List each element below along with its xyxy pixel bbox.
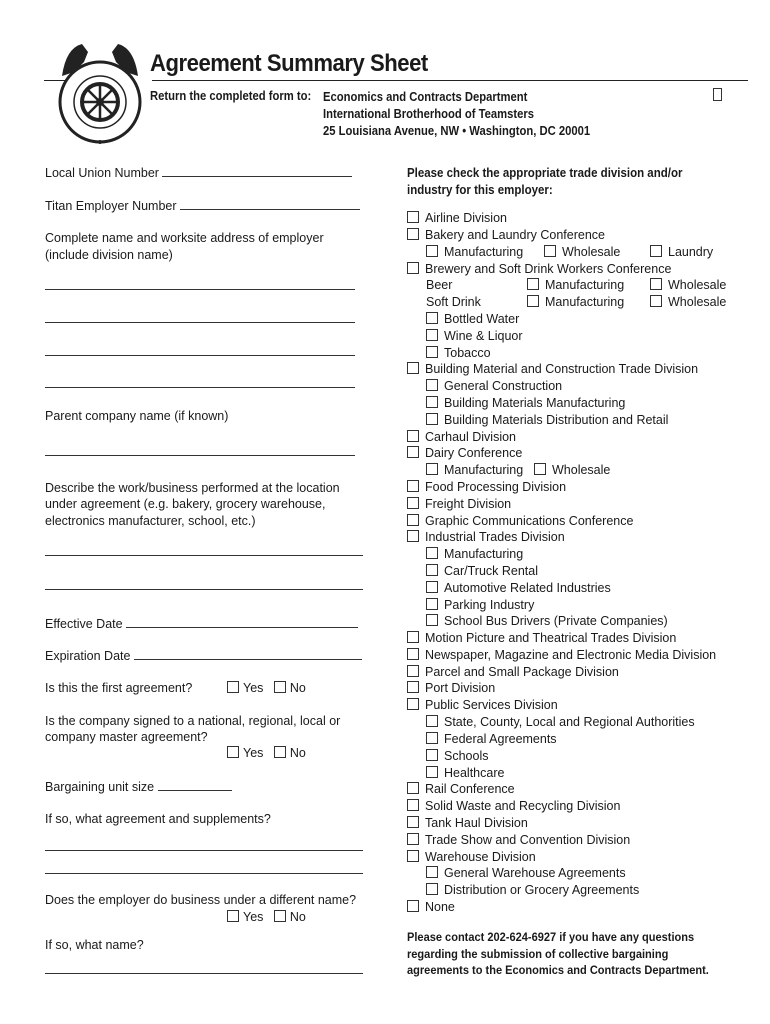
division-option-label: Car/Truck Rental — [444, 564, 539, 578]
first-agreement-label: Is this the first agreement? — [45, 681, 193, 695]
division-option-label: Soft Drink — [426, 295, 481, 309]
division-option[interactable] — [407, 514, 633, 528]
division-checkbox[interactable] — [426, 732, 438, 744]
parent-company-label: Parent company name (if known) — [45, 409, 229, 423]
division-heading — [407, 165, 738, 199]
describe-label: electronics manufacturer, school, etc.) — [45, 514, 256, 528]
division-option[interactable] — [650, 295, 726, 309]
division-option-label: Manufacturing — [545, 278, 625, 292]
corner-checkbox[interactable] — [713, 88, 722, 101]
division-option-label: Graphic Communications Conference — [425, 514, 634, 528]
division-option-label: Schools — [444, 749, 489, 763]
describe-label: Describe the work/business performed at the location — [45, 481, 340, 495]
division-option[interactable] — [407, 698, 558, 712]
complete-name-label: Complete name and worksite address of employer — [45, 231, 324, 245]
division-option[interactable] — [407, 262, 671, 276]
division-heading-line: industry for this employer: — [407, 183, 553, 197]
yes-label: Yes — [243, 910, 264, 924]
no-label: No — [289, 910, 306, 924]
division-checkbox[interactable] — [527, 295, 539, 307]
division-heading-line: Please check the appropriate trade division and/or — [407, 166, 683, 180]
division-option[interactable] — [407, 648, 716, 662]
division-option[interactable] — [426, 732, 557, 746]
division-option-label: Parcel and Small Package Division — [425, 665, 619, 679]
division-checkbox[interactable] — [426, 312, 438, 324]
division-option-label: Bakery and Laundry Conference — [425, 228, 605, 242]
address-line: International Brotherhood of Teamsters — [323, 107, 535, 121]
division-option-label: Manufacturing — [444, 547, 524, 561]
what-name-field[interactable] — [45, 973, 363, 974]
division-checkbox[interactable] — [544, 245, 556, 257]
division-option-label: Automotive Related Industries — [444, 581, 611, 595]
division-checkbox[interactable] — [407, 362, 419, 374]
first-agreement-no-checkbox[interactable] — [274, 681, 286, 693]
division-option-label: Brewery and Soft Drink Workers Conference — [425, 262, 672, 276]
division-option-label: Solid Waste and Recycling Division — [425, 799, 621, 813]
expiration-date-field[interactable] — [134, 649, 362, 660]
division-option[interactable] — [426, 883, 639, 897]
division-option-label: Airline Division — [425, 211, 507, 225]
division-checkbox[interactable] — [426, 346, 438, 358]
division-option-label: Food Processing Division — [425, 480, 567, 494]
division-option-label: Building Material and Construction Trade Division — [425, 362, 699, 376]
division-option-label: Wholesale — [552, 463, 611, 477]
address-line-field[interactable] — [45, 289, 355, 290]
division-option-label: Trade Show and Convention Division — [425, 833, 631, 847]
division-checkbox[interactable] — [407, 648, 419, 660]
division-option[interactable] — [426, 346, 491, 360]
division-checkbox[interactable] — [426, 463, 438, 475]
division-checkbox[interactable] — [407, 833, 419, 845]
local-union-label: Local Union Number — [45, 166, 159, 180]
division-option-label: Wholesale — [668, 278, 727, 292]
address-line-field[interactable] — [45, 387, 355, 388]
contact-note — [407, 929, 738, 979]
division-option-label: Freight Division — [425, 497, 512, 511]
division-checkbox[interactable] — [407, 900, 419, 912]
division-checkbox[interactable] — [407, 816, 419, 828]
division-option-label: Industrial Trades Division — [425, 530, 565, 544]
header-rule — [152, 80, 748, 81]
division-option[interactable] — [407, 799, 620, 813]
division-checkbox[interactable] — [407, 631, 419, 643]
division-option[interactable] — [407, 681, 495, 695]
local-union-field[interactable] — [162, 166, 352, 177]
division-option[interactable] — [407, 362, 698, 376]
division-checkbox[interactable] — [426, 413, 438, 425]
division-option[interactable] — [407, 833, 630, 847]
page-title: Agreement Summary Sheet — [150, 50, 428, 77]
division-checkbox[interactable] — [426, 245, 438, 257]
division-checkbox[interactable] — [407, 698, 419, 710]
address-line: Economics and Contracts Department — [323, 90, 528, 104]
division-option-label: State, County, Local and Regional Authorities — [444, 715, 695, 729]
division-option-label: Beer — [426, 278, 453, 292]
master-agreement-label: company master agreement? — [45, 730, 208, 744]
division-option-label: Carhaul Division — [425, 430, 517, 444]
division-option-label: Federal Agreements — [444, 732, 557, 746]
division-option-label: Manufacturing — [444, 463, 524, 477]
division-checkbox[interactable] — [407, 782, 419, 794]
contact-note-line: Please contact 202-624-6927 if you have any questions — [407, 930, 695, 944]
bargaining-unit-field[interactable] — [158, 780, 232, 791]
teamsters-logo-icon — [44, 38, 152, 148]
division-option-label: Wine & Liquor — [444, 329, 523, 343]
division-checkbox[interactable] — [426, 329, 438, 341]
division-checkbox[interactable] — [407, 681, 419, 693]
division-option[interactable] — [534, 463, 610, 477]
division-option-label: Wholesale — [668, 295, 727, 309]
describe-label: under agreement (e.g. bakery, grocery warehouse, — [45, 497, 326, 511]
division-option[interactable] — [407, 850, 536, 864]
division-checkbox[interactable] — [650, 245, 662, 257]
supplements-label: If so, what agreement and supplements? — [45, 812, 271, 826]
division-option[interactable] — [426, 598, 534, 612]
division-option[interactable] — [407, 530, 565, 544]
different-name-no-checkbox[interactable] — [274, 910, 286, 922]
return-label: Return the completed form to: — [150, 89, 312, 103]
division-checkbox[interactable] — [407, 514, 419, 526]
division-option-label: Distribution or Grocery Agreements — [444, 883, 640, 897]
return-address — [323, 89, 590, 140]
division-option[interactable] — [650, 245, 713, 259]
describe-field[interactable] — [45, 589, 363, 590]
division-checkbox[interactable] — [407, 430, 419, 442]
complete-name-sublabel: (include division name) — [45, 248, 173, 262]
division-option-label: General Warehouse Agreements — [444, 866, 626, 880]
division-option-label: Public Services Division — [425, 698, 558, 712]
division-option-label: Rail Conference — [425, 782, 515, 796]
first-agreement-yes-checkbox[interactable] — [227, 681, 239, 693]
parent-company-field[interactable] — [45, 455, 355, 456]
division-option-label: Laundry — [668, 245, 714, 259]
address-line: 25 Louisiana Avenue, NW • Washington, DC 20001 — [323, 124, 591, 138]
division-option[interactable] — [426, 766, 504, 780]
address-line-field[interactable] — [45, 355, 355, 356]
division-option[interactable] — [426, 329, 523, 343]
division-checkbox[interactable] — [426, 547, 438, 559]
division-checkbox[interactable] — [650, 278, 662, 290]
effective-date-field[interactable] — [126, 617, 358, 628]
division-option[interactable] — [407, 211, 507, 225]
division-option-label: General Construction — [444, 379, 563, 393]
division-option[interactable] — [426, 413, 668, 427]
titan-employer-label: Titan Employer Number — [45, 199, 177, 213]
division-option-label: Dairy Conference — [425, 446, 523, 460]
master-agreement-yes-checkbox[interactable] — [227, 746, 239, 758]
division-option[interactable] — [407, 816, 528, 830]
supplements-field[interactable] — [45, 873, 363, 874]
division-option[interactable] — [426, 278, 452, 292]
division-option-label: Manufacturing — [545, 295, 625, 309]
division-option[interactable] — [426, 614, 668, 628]
division-checkbox[interactable] — [407, 480, 419, 492]
division-option-label: None — [425, 900, 455, 914]
division-option[interactable] — [426, 463, 523, 477]
division-checkbox[interactable] — [426, 749, 438, 761]
division-checkbox[interactable] — [407, 799, 419, 811]
division-option-label: Motion Picture and Theatrical Trades Division — [425, 631, 677, 645]
yes-label: Yes — [243, 746, 264, 760]
division-option[interactable] — [426, 379, 562, 393]
division-option[interactable] — [407, 497, 511, 511]
contact-note-line: agreements to the Economics and Contracts Department. — [407, 963, 709, 977]
division-option[interactable] — [426, 581, 611, 595]
division-checkbox[interactable] — [407, 446, 419, 458]
division-checkbox[interactable] — [426, 866, 438, 878]
division-checkbox[interactable] — [407, 665, 419, 677]
expiration-date-label: Expiration Date — [45, 649, 131, 663]
master-agreement-label: Is the company signed to a national, regional, local or — [45, 714, 341, 728]
division-checkbox[interactable] — [407, 262, 419, 274]
division-option-label: Parking Industry — [444, 598, 535, 612]
division-option[interactable] — [407, 782, 515, 796]
division-option-label: School Bus Drivers (Private Companies) — [444, 614, 668, 628]
different-name-yes-checkbox[interactable] — [227, 910, 239, 922]
effective-date-label: Effective Date — [45, 617, 123, 631]
division-checkbox[interactable] — [407, 850, 419, 862]
division-option-label: Tank Haul Division — [425, 816, 528, 830]
describe-field[interactable] — [45, 555, 363, 556]
bargaining-unit-label: Bargaining unit size — [45, 780, 155, 794]
division-option[interactable] — [527, 295, 624, 309]
division-option[interactable] — [426, 245, 523, 259]
division-option-label: Tobacco — [444, 346, 491, 360]
division-option-label: Building Materials Manufacturing — [444, 396, 626, 410]
division-option[interactable] — [407, 480, 566, 494]
titan-employer-field[interactable] — [180, 199, 360, 210]
yes-label: Yes — [243, 681, 264, 695]
division-option-label: Manufacturing — [444, 245, 524, 259]
trade-division-section — [407, 165, 752, 977]
division-option[interactable] — [426, 312, 519, 326]
division-option[interactable] — [527, 278, 624, 292]
division-checkbox[interactable] — [407, 530, 419, 542]
division-checkbox[interactable] — [407, 497, 419, 509]
division-option[interactable] — [650, 278, 726, 292]
division-checkbox[interactable] — [426, 564, 438, 576]
division-checkbox[interactable] — [407, 228, 419, 240]
division-option[interactable] — [407, 631, 676, 645]
division-option[interactable] — [407, 665, 619, 679]
division-option[interactable] — [426, 564, 538, 578]
division-option[interactable] — [426, 866, 626, 880]
division-option[interactable] — [426, 396, 625, 410]
what-name-label: If so, what name? — [45, 938, 144, 952]
division-option-label: Building Materials Distribution and Retail — [444, 413, 669, 427]
division-checkbox[interactable] — [534, 463, 546, 475]
division-checkbox[interactable] — [650, 295, 662, 307]
division-option-label: Healthcare — [444, 766, 505, 780]
division-checkbox[interactable] — [426, 715, 438, 727]
division-option-label: Bottled Water — [444, 312, 520, 326]
division-option[interactable] — [407, 900, 455, 914]
division-option[interactable] — [426, 749, 488, 763]
division-checkbox[interactable] — [426, 614, 438, 626]
address-line-field[interactable] — [45, 322, 355, 323]
division-checkbox[interactable] — [426, 379, 438, 391]
division-option-label: Newspaper, Magazine and Electronic Media Division — [425, 648, 717, 662]
no-label: No — [289, 681, 306, 695]
division-option[interactable] — [426, 547, 523, 561]
division-checkbox[interactable] — [407, 211, 419, 223]
division-checkbox[interactable] — [426, 598, 438, 610]
division-option-label: Warehouse Division — [425, 850, 536, 864]
division-option-label: Wholesale — [562, 245, 621, 259]
division-option-label: Port Division — [425, 681, 496, 695]
master-agreement-no-checkbox[interactable] — [274, 746, 286, 758]
division-option[interactable] — [426, 715, 695, 729]
division-option[interactable] — [407, 228, 605, 242]
division-checkbox[interactable] — [426, 766, 438, 778]
division-option[interactable] — [544, 245, 620, 259]
different-name-label: Does the employer do business under a different name? — [45, 893, 357, 907]
division-checkbox[interactable] — [426, 396, 438, 408]
division-option[interactable] — [426, 295, 481, 309]
division-option[interactable] — [407, 430, 516, 444]
no-label: No — [289, 746, 306, 760]
division-option[interactable] — [407, 446, 522, 460]
contact-note-line: regarding the submission of collective bargaining — [407, 946, 669, 961]
division-checkbox[interactable] — [426, 883, 438, 895]
division-checkbox[interactable] — [426, 581, 438, 593]
supplements-field[interactable] — [45, 850, 363, 851]
division-checkbox[interactable] — [527, 278, 539, 290]
